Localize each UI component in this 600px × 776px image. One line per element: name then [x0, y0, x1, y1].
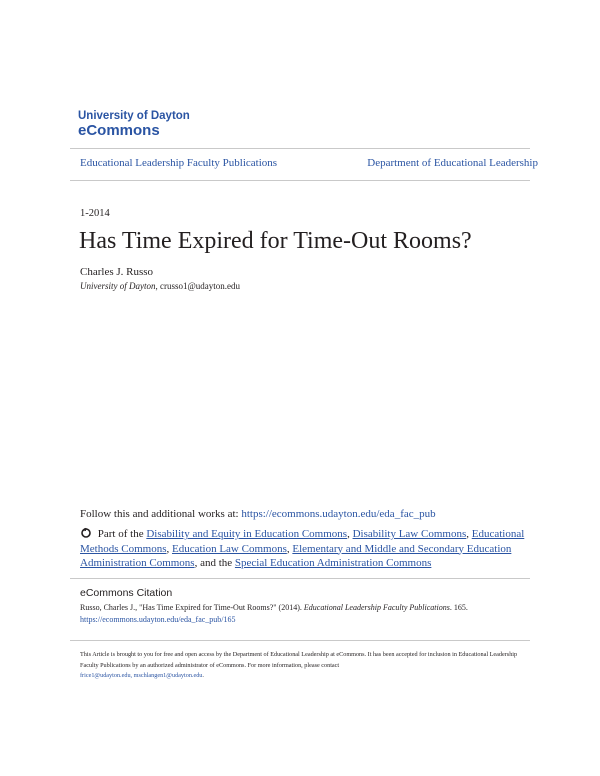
separator: ,	[166, 542, 170, 555]
author-name: Charles J. Russo	[80, 266, 154, 278]
affiliation-email: , crusso1@udayton.edu	[155, 281, 241, 291]
follow-line	[80, 508, 436, 520]
university-name: University of Dayton	[78, 110, 190, 122]
ecommons-logo[interactable]: eCommons	[78, 122, 160, 139]
citation-heading: eCommons Citation	[80, 587, 173, 599]
author-affiliation	[80, 281, 240, 291]
separator: ,	[466, 528, 469, 540]
footer-text: This Article is brought to you for free and open access by the Department of Educational Leadership at eCommons. It has been accepted for inclusion in Educational Leadership Faculty Publications by an authorized administrator of eCommons. For more information, please contact	[80, 651, 518, 669]
and-connector: , and the	[194, 557, 233, 569]
citation-link[interactable]: https://ecommons.udayton.edu/eda_fac_pub/165	[80, 615, 236, 624]
citation-number: . 165.	[449, 603, 468, 612]
citation-divider	[70, 578, 530, 579]
part-of-commons	[80, 526, 535, 571]
open-access-icon	[80, 526, 92, 538]
separator: ,	[347, 528, 350, 540]
citation-lead: Russo, Charles J., "Has Time Expired for Time-Out Rooms?" (2014).	[80, 603, 302, 612]
citation-journal: Educational Leadership Faculty Publications	[303, 603, 450, 612]
separator: ,	[286, 542, 290, 555]
follow-link[interactable]: https://ecommons.udayton.edu/eda_fac_pub	[241, 508, 436, 520]
top-divider	[70, 148, 530, 149]
article-title: Has Time Expired for Time-Out Rooms?	[79, 228, 472, 254]
commons-link-disability-law[interactable]: Disability Law Commons	[352, 528, 467, 540]
part-of-prefix: Part of the	[97, 528, 144, 540]
footer-note	[80, 650, 530, 682]
commons-link-disability-equity[interactable]: Disability and Equity in Education Commons	[146, 528, 348, 540]
publication-date: 1-2014	[80, 208, 110, 219]
footer-end: .	[202, 672, 204, 679]
commons-link-elementary-secondary[interactable]: Elementary and Middle and Secondary Education Administration Commons	[80, 542, 512, 569]
nav-divider	[70, 180, 530, 181]
follow-label: Follow this and additional works at:	[80, 508, 239, 520]
commons-link-educational-methods[interactable]: Educational Methods Commons	[80, 528, 525, 555]
collection-link[interactable]: Educational Leadership Faculty Publications	[80, 157, 278, 169]
commons-link-special-education[interactable]: Special Education Administration Commons	[234, 557, 432, 569]
contact-emails[interactable]: frice1@udayton.edu, mschlangen1@udayton.edu	[80, 672, 203, 679]
commons-link-education-law[interactable]: Education Law Commons	[171, 542, 287, 555]
affiliation-org: University of Dayton	[80, 281, 156, 291]
footer-divider	[70, 640, 530, 641]
citation-text	[80, 602, 550, 626]
department-link[interactable]: Department of Educational Leadership	[367, 157, 538, 169]
